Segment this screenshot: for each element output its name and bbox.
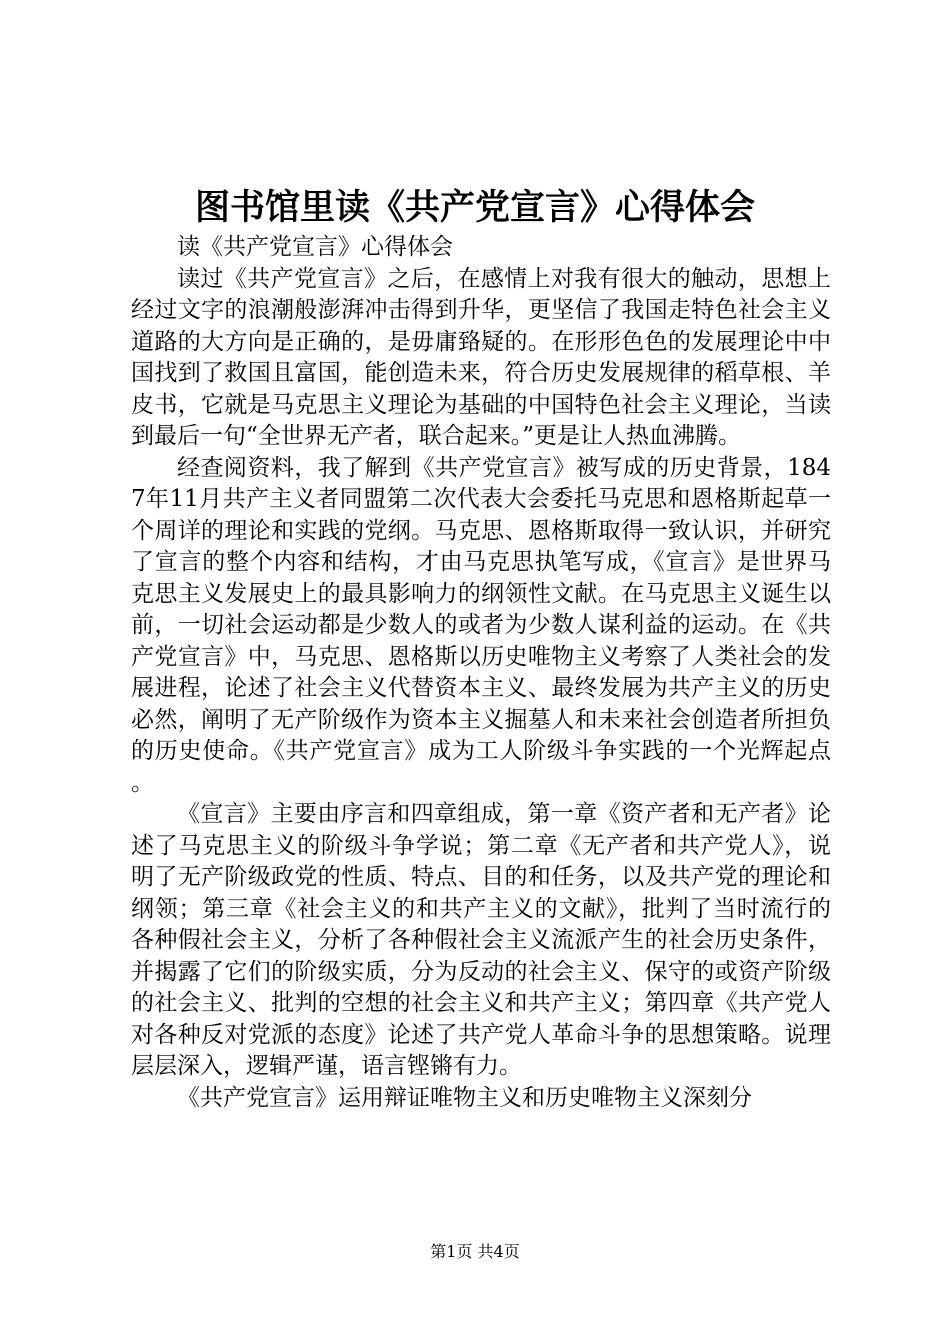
paragraph-1: 读过《共产党宣言》之后，在感情上对我有很大的触动，思想上经过文字的浪潮般澎湃冲击得到升华，更坚信了我国走特色社会主义道路的大方向是正确的，是毋庸臵疑的。在形形色色的发展理论中中国找到了救国且富国，能创造未来，符合历史发展规律的稻草根、羊皮书，它就是马克思主义理论为基础的中国特色社会主义理论，当读到最后一句“全世界无产者，联合起来。”更是让人热血沸腾。 [131, 265, 831, 449]
document-body [131, 232, 831, 1114]
document-subtitle: 读《共产党宣言》心得体会 [177, 234, 453, 260]
paragraph-4: 《共产党宣言》运用辩证唯物主义和历史唯物主义深刻分 [177, 1084, 752, 1111]
document-title: 图书馆里读《共产党宣言》心得体会 [194, 187, 755, 228]
paragraph-3: 《宣言》主要由序言和四章组成，第一章《资产者和无产者》论述了马克思主义的阶级斗争学说；第二章《无产者和共产党人》，说明了无产阶级政党的性质、特点、目的和任务，以及共产党的理论和纲领；第三章《社会主义的和共产主义的文献》，批判了当时流行的各种假社会主义，分析了各种假社会主义流派产生的社会历史条件，并揭露了它们的阶级实质，分为反动的社会主义、保守的或资产阶级的社会主义、批判的空想的社会主义和共产主义；第四章《共产党人对各种反对党派的态度》论述了共产党人革命斗争的思想策略。说理层层深入，逻辑严谨，语言铿锵有力。 [131, 801, 831, 1079]
paragraph-2: 经查阅资料，我了解到《共产党宣言》被写成的历史背景，1847年11月共产主义者同盟第二次代表大会委托马克思和恩格斯起草一个周详的理论和实践的党纲。马克思、恩格斯取得一致认识，并研究了宣言的整个内容和结构，才由马克思执笔写成，《宣言》是世界马克思主义发展史上的最具影响力的纲领性文献。在马克思主义诞生以前，一切社会运动都是少数人的或者为少数人谋利益的运动。在《共产党宣言》中，马克思、恩格斯以历史唯物主义考察了人类社会的发展进程，论述了社会主义代替资本主义、最终发展为共产主义的历史必然，阐明了无产阶级作为资本主义掘墓人和未来社会创造者所担负的历史使命。《共产党宣言》成为工人阶级斗争实践的一个光辉起点。 [131, 454, 831, 796]
page-number-footer: 第1页 共4页 [430, 1242, 520, 1261]
